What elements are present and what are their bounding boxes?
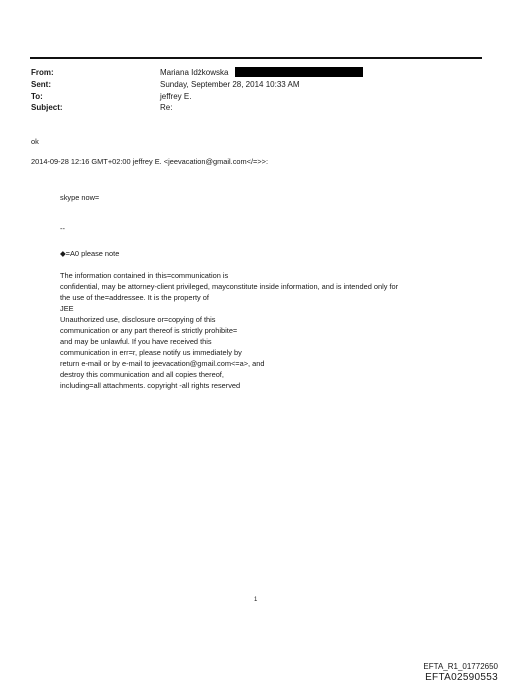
disclaimer-line: confidential, may be attorney-client privileged, mayconstitute inside information, and is intended only for xyxy=(60,282,399,291)
disclaimer-line: The information contained in this=communication is xyxy=(60,271,229,280)
subject-label: Subject: xyxy=(31,103,63,112)
disclaimer-line: including=all attachments. copyright -all rights reserved xyxy=(60,381,241,390)
subject-value: Re: xyxy=(160,103,173,112)
bates-number: EFTA02590553 xyxy=(425,672,498,683)
disclaimer-line: communication or any part thereof is strictly prohibite= xyxy=(60,326,238,335)
disclaimer-line: and may be unlawful. If you have received this xyxy=(60,337,212,346)
to-value: jeffrey E. xyxy=(160,92,192,101)
redaction-bar xyxy=(235,67,363,77)
sent-value: Sunday, September 28, 2014 10:33 AM xyxy=(160,80,300,89)
header-rule xyxy=(30,57,482,59)
to-label: To: xyxy=(31,92,43,101)
disclaimer-line: Unauthorized use, disclosure or=copying of this xyxy=(60,315,216,324)
disclaimer-line: JEE xyxy=(60,304,74,313)
reply-text: ok xyxy=(31,137,39,146)
sent-label: Sent: xyxy=(31,80,51,89)
quote-header: 2014-09-28 12:16 GMT+02:00 jeffrey E. <jeevacation@gmail.com</=>>: xyxy=(31,157,269,166)
quoted-message: skype now= xyxy=(60,193,100,202)
from-label: From: xyxy=(31,68,54,77)
disclaimer-line: communication in err=r, please notify us immediately by xyxy=(60,348,242,357)
from-value: Mariana Idżkowska xyxy=(160,68,229,77)
please-note: ◆=A0 please note xyxy=(60,249,120,258)
signature-dashes: -- xyxy=(60,224,65,233)
bates-number-r1: EFTA_R1_01772650 xyxy=(423,662,498,671)
disclaimer-line: the use of the=addressee. It is the property of xyxy=(60,293,209,302)
page-number: 1 xyxy=(254,597,258,603)
disclaimer-line: destroy this communication and all copies thereof, xyxy=(60,370,224,379)
disclaimer-line: return e-mail or by e-mail to jeevacation@gmail.com<=a>, and xyxy=(60,359,265,368)
